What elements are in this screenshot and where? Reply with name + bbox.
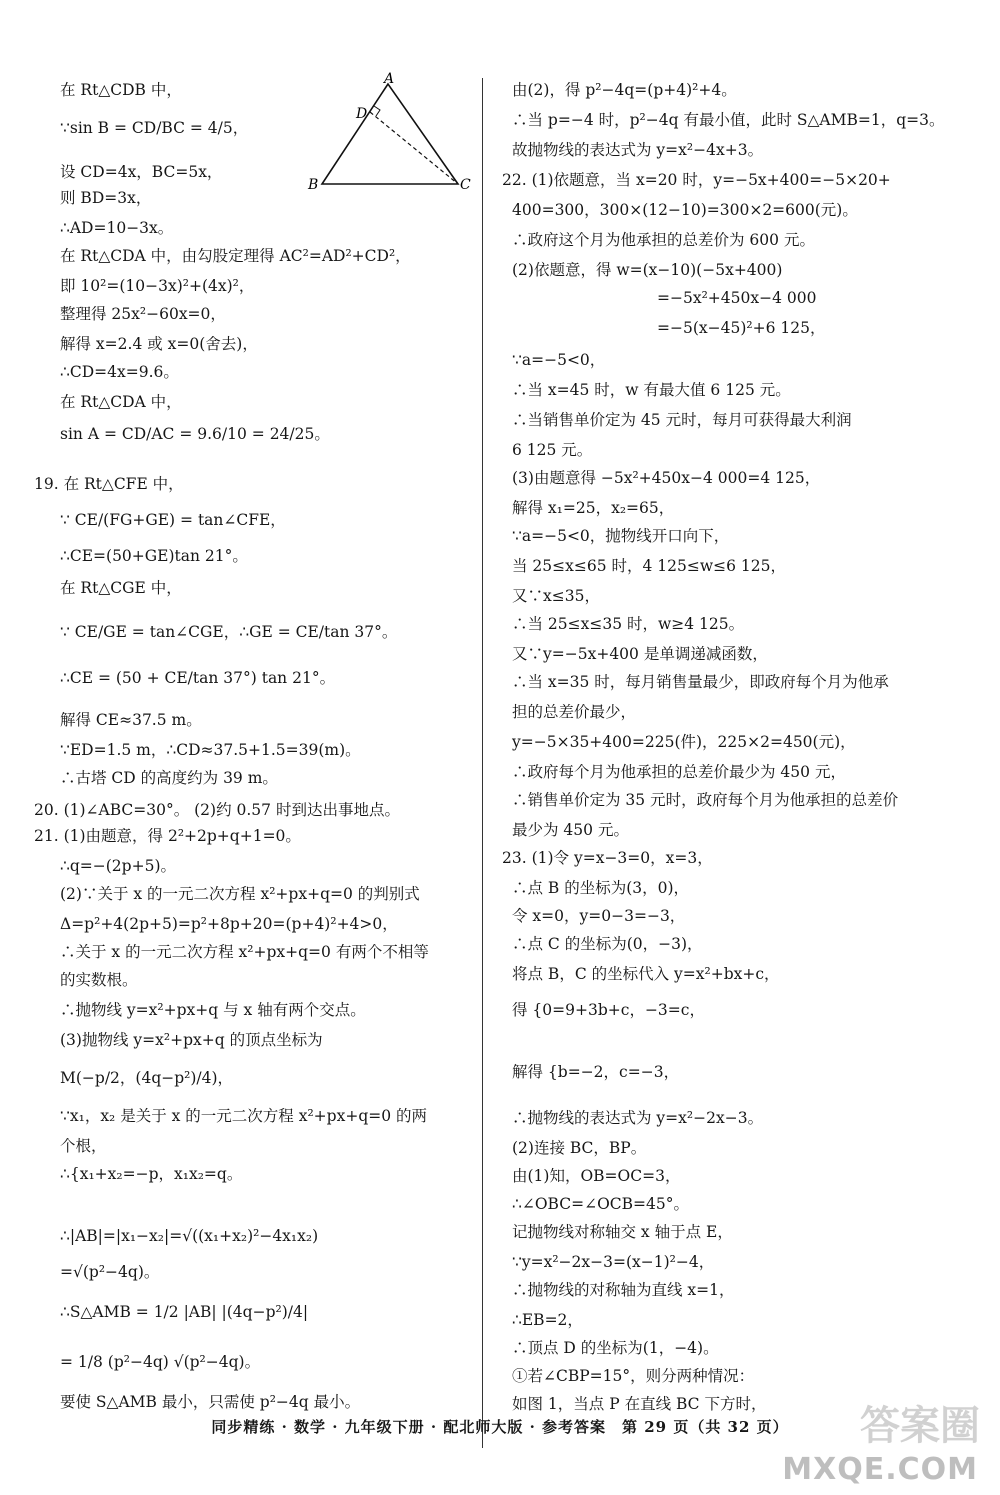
text-line: 则 BD=3x， [60,189,152,207]
text-line: 个根， [60,1137,107,1155]
text-line: ∵a=−5<0，抛物线开口向下， [512,527,730,545]
text-line: ∵ CE/(FG+GE) = tan∠CFE， [60,511,286,529]
text-line: 19. 在 Rt△CFE 中， [34,475,184,493]
text-line: ①若∠CBP=15°，则分两种情况： [512,1367,755,1385]
page-footer: 同步精练 · 数学 · 九年级下册 · 配北师大版 · 参考答案 第 29 页（共 32 页） [211,1418,789,1436]
text-line: ∵x₁，x₂ 是关于 x 的一元二次方程 x²+px+q=0 的两 [60,1107,428,1125]
text-line: 最少为 450 元。 [512,821,629,839]
text-line: 在 Rt△CGE 中， [60,579,182,597]
text-line: ∴古塔 CD 的高度约为 39 m。 [60,769,278,787]
text-line: ∵ CE/GE = tan∠CGE，∴GE = CE/tan 37°。 [60,623,398,641]
text-line: ∴点 B 的坐标为(3，0)， [512,879,690,897]
watermark-logo: 答案圈 [860,1403,980,1449]
text-line: 要使 S△AMB 最小，只需使 p²−4q 最小。 [60,1393,361,1411]
text-line: 记抛物线对称轴交 x 轴于点 E， [512,1223,733,1241]
text-line: ∴销售单价定为 35 元时，政府每个月为他承担的总差价 [512,791,899,809]
segment-cd [370,112,458,184]
text-line: ∵sin B = CD/BC = 4/5， [60,119,249,137]
text-line: 设 CD=4x，BC=5x， [60,163,223,181]
right-angle-mark [374,106,380,116]
text-line: 当 25≤x≤65 时，4 125≤w≤6 125， [512,557,787,575]
text-line: 如图 1，当点 P 在直线 BC 下方时， [512,1395,767,1413]
text-line: =−5x²+450x−4 000 [657,289,817,307]
text-line: ∵ED=1.5 m，∴CD≈37.5+1.5=39(m)。 [60,741,361,759]
text-line: ∴当销售单价定为 45 元时，每月可获得最大利润 [512,411,852,429]
label-b: B [308,177,319,193]
text-line: ∴当 x=35 时，每月销售量最少，即政府每个月为他承 [512,673,889,691]
text-line: Δ=p²+4(2p+5)=p²+8p+20=(p+4)²+4>0， [60,915,398,933]
text-line: sin A = CD/AC = 9.6/10 = 24/25。 [60,425,330,443]
text-line: ∴EB=2， [512,1311,583,1329]
text-line: 将点 B，C 的坐标代入 y=x²+bx+c， [512,965,780,983]
text-line: ∴抛物线 y=x²+px+q 与 x 轴有两个交点。 [60,1001,366,1019]
text-line: 故抛物线的表达式为 y=x²−4x+3。 [512,141,764,159]
text-line: 又∵y=−5x+400 是单调递减函数， [512,645,768,663]
text-line: ∴∠OBC=∠OCB=45°。 [512,1195,689,1213]
text-line: ∴抛物线的对称轴为直线 x=1， [512,1281,735,1299]
text-line: (2)连接 BC，BP。 [512,1139,647,1157]
text-line: 担的总差价最少， [512,703,637,721]
text-line: (3)抛物线 y=x²+px+q 的顶点坐标为 [60,1031,323,1049]
text-line: =−5(x−45)²+6 125， [657,319,826,337]
text-line: ∴政府每个月为他承担的总差价最少为 450 元， [512,763,846,781]
text-line: 解得 x=2.4 或 x=0(舍去)， [60,335,258,353]
text-line: 解得 x₁=25，x₂=65， [512,499,675,517]
text-line: 在 Rt△CDA 中，由勾股定理得 AC²=AD²+CD²， [60,247,411,265]
text-line: 又∵x≤35， [512,587,600,605]
label-c: C [460,177,471,193]
text-line: (2)依题意，得 w=(x−10)(−5x+400) [512,261,783,279]
text-line: (2)∵关于 x 的一元二次方程 x²+px+q=0 的判别式 [60,885,420,903]
text-line: 400=300，300×(12−10)=300×2=600(元)。 [512,201,858,219]
text-line: 由(1)知，OB=OC=3， [512,1167,681,1185]
text-line: ∵a=−5<0， [512,351,606,369]
watermark-url: MXQE.COM [782,1452,978,1487]
text-line: 由(2)，得 p²−4q=(p+4)²+4。 [512,81,737,99]
text-line: y=−5×35+400=225(件)，225×2=450(元)， [512,733,856,751]
text-line: ∴当 x=45 时，w 有最大值 6 125 元。 [512,381,791,399]
text-line: ∵y=x²−2x−3=(x−1)²−4， [512,1253,715,1271]
text-line: ∴政府这个月为他承担的总差价为 600 元。 [512,231,815,249]
text-line: 令 x=0，y=0−3=−3， [512,907,686,925]
text-line: 解得 {b=−2，c=−3， [512,1063,680,1081]
text-line: 在 Rt△CDA 中， [60,393,182,411]
text-line: 20. (1)∠ABC=30°。 (2)约 0.57 时到达出事地点。 [34,801,400,819]
text-line: 解得 CE≈37.5 m。 [60,711,202,729]
text-line: 在 Rt△CDB 中， [60,81,182,99]
text-line: ∴当 p=−4 时，p²−4q 有最小值，此时 S△AMB=1，q=3。 [512,111,945,129]
text-line: ∴抛物线的表达式为 y=x²−2x−3。 [512,1109,764,1127]
text-line: 得 {0=9+3b+c，−3=c， [512,1001,705,1019]
text-line: ∴CD=4x=9.6。 [60,363,179,381]
column-divider [482,78,483,1448]
label-a: A [384,72,395,87]
text-line: ∴CE = (50 + CE/tan 37°) tan 21°。 [60,669,336,687]
text-line: (3)由题意得 −5x²+450x−4 000=4 125， [512,469,821,487]
text-line: 的实数根。 [60,971,138,989]
text-line: = 1/8 (p²−4q) √(p²−4q)。 [60,1353,261,1371]
text-line: ∴顶点 D 的坐标为(1，−4)。 [512,1339,719,1357]
text-line: ∴q=−(2p+5)。 [60,857,176,875]
text-line: ∴AD=10−3x。 [60,219,174,237]
text-line: 22. (1)依题意，当 x=20 时，y=−5x+400=−5×20+ [502,171,891,189]
label-d: D [356,106,368,122]
triangle-figure [300,72,480,197]
text-line: ∴S△AMB = 1/2 |AB| |(4q−p²)/4| [60,1303,309,1321]
text-line: 23. (1)令 y=x−3=0，x=3， [502,849,713,867]
text-line: M(−p/2，(4q−p²)/4)， [60,1069,234,1087]
text-line: ∴当 25≤x≤35 时，w≥4 125。 [512,615,745,633]
text-line: ∴点 C 的坐标为(0，−3)， [512,935,703,953]
text-line: ∴|AB|=|x₁−x₂|=√((x₁+x₂)²−4x₁x₂) [60,1227,319,1245]
text-line: 即 10²=(10−3x)²+(4x)²， [60,277,255,295]
text-line: 21. (1)由题意，得 2²+2p+q+1=0。 [34,827,301,845]
text-line: 6 125 元。 [512,441,593,459]
text-line: ∴CE=(50+GE)tan 21°。 [60,547,248,565]
text-line: ∴关于 x 的一元二次方程 x²+px+q=0 有两个不相等 [60,943,429,961]
triangle-abc [322,84,458,184]
text-line: 整理得 25x²−60x=0， [60,305,226,323]
text-line: ∴{x₁+x₂=−p，x₁x₂=q。 [60,1165,243,1183]
text-line: =√(p²−4q)。 [60,1263,160,1281]
